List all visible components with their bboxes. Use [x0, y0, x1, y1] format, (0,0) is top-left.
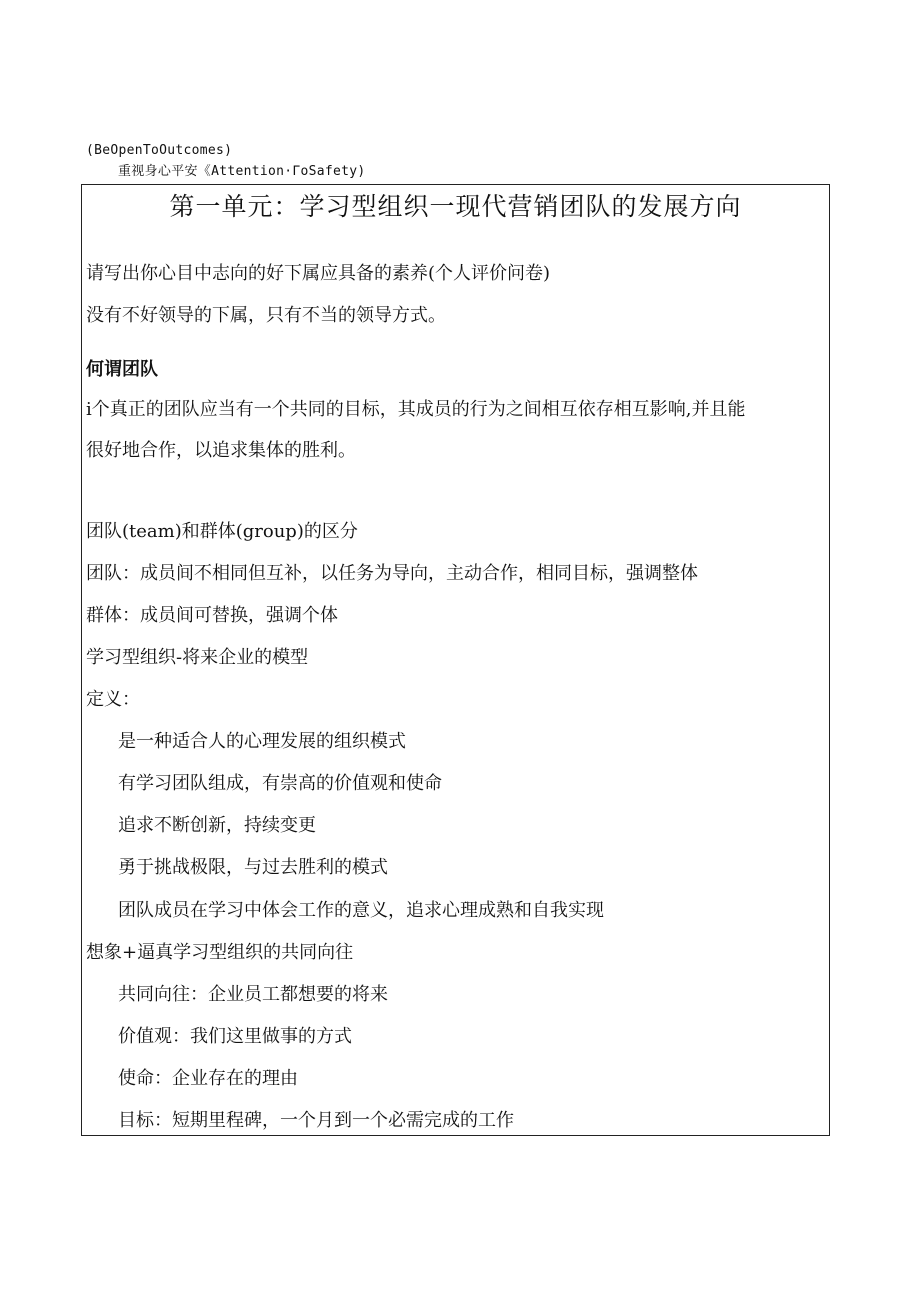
leadership-line: 没有不好领导的下属，只有不当的领导方式。 — [86, 305, 446, 326]
definition-item-4: 勇于挑战极限，与过去胜利的模式 — [118, 857, 388, 878]
shared-vision-heading: 想象+逼真学习型组织的共同向往 — [86, 942, 354, 963]
preface-line-1: (BeOpenToOutcomes) — [86, 143, 233, 158]
team-vs-group-heading: 团队(team)和群体(group)的区分 — [86, 521, 358, 542]
document-frame — [81, 184, 830, 1136]
learning-org-heading: 学习型组织-将来企业的模型 — [86, 647, 309, 668]
preface-line-2: 重视身心平安《Attention·ΓoSafety) — [118, 164, 366, 179]
group-description: 群体：成员间可替换，强调个体 — [86, 605, 338, 626]
team-definition-line-1: i个真正的团队应当有一个共同的目标，其成员的行为之间相互依存相互影响,并且能 — [86, 399, 746, 420]
definition-item-1: 是一种适合人的心理发展的组织模式 — [118, 731, 406, 752]
values-item: 价值观：我们这里做事的方式 — [118, 1026, 352, 1047]
definition-label: 定义： — [86, 689, 140, 710]
team-definition-line-2: 很好地合作，以追求集体的胜利。 — [86, 440, 356, 461]
team-description: 团队：成员间不相同但互补，以任务为导向，主动合作，相同目标，强调整体 — [86, 563, 698, 584]
definition-item-3: 追求不断创新，持续变更 — [118, 815, 316, 836]
mission-item: 使命：企业存在的理由 — [118, 1068, 298, 1089]
shared-vision-item: 共同向往：企业员工都想要的将来 — [118, 984, 388, 1005]
definition-item-2: 有学习团队组成，有崇高的价值观和使命 — [118, 773, 442, 794]
section-heading-team: 何谓团队 — [86, 359, 158, 380]
goals-item: 目标：短期里程碑，一个月到一个必需完成的工作 — [118, 1110, 514, 1131]
definition-item-5: 团队成员在学习中体会工作的意义，追求心理成熟和自我实现 — [118, 900, 604, 921]
page-title: 第一单元：学习型组织一现代营销团队的发展方向 — [169, 192, 742, 221]
questionnaire-line: 请写出你心目中志向的好下属应具备的素养(个人评价问卷) — [86, 263, 551, 284]
